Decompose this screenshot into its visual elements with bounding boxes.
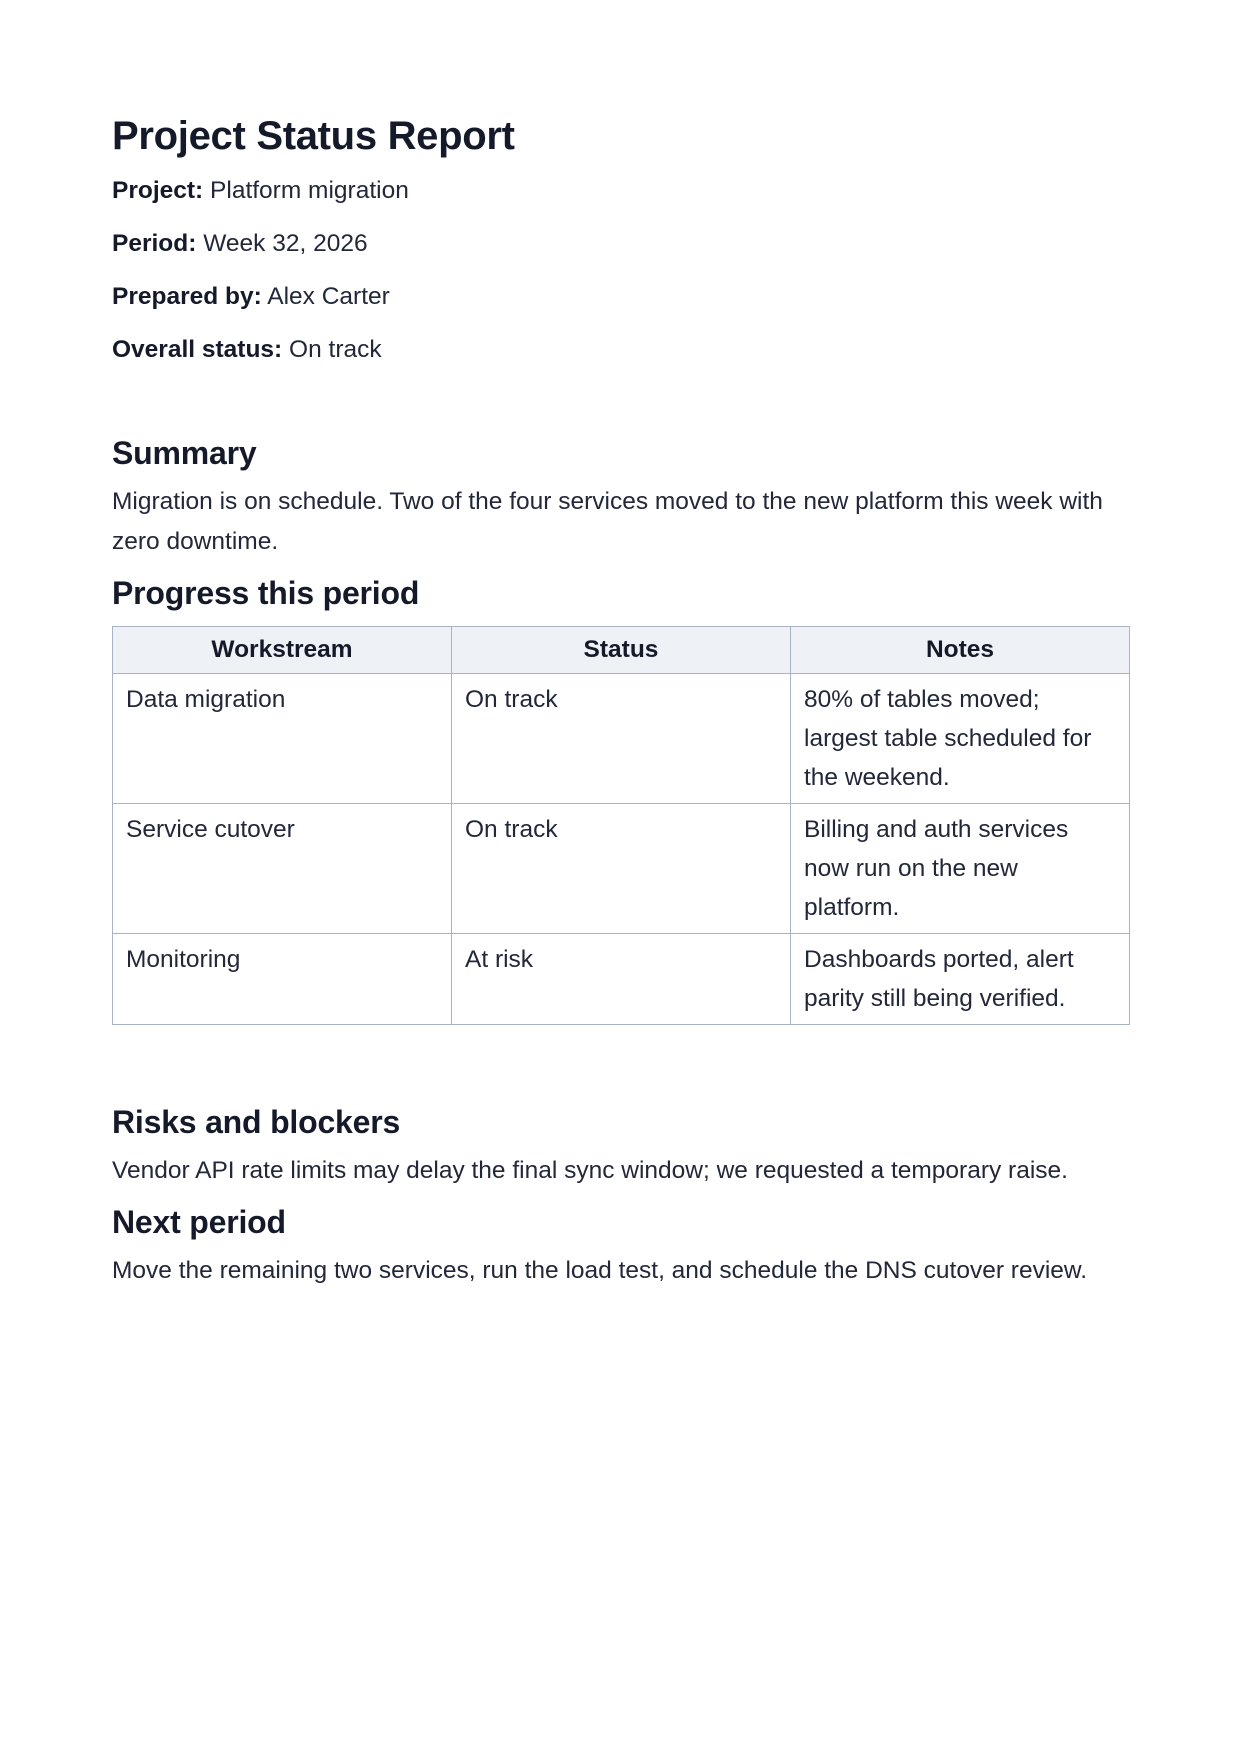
summary-text: Migration is on schedule. Two of the four services moved to the new platform this week with zero downtime. bbox=[112, 488, 1103, 555]
cell-notes: 80% of tables moved; largest table scheduled for the weekend. bbox=[791, 674, 1130, 804]
summary-heading: Summary bbox=[112, 435, 257, 471]
cell-workstream: Service cutover bbox=[113, 804, 452, 934]
cell-status: At risk bbox=[452, 934, 791, 1025]
risks-text: Vendor API rate limits may delay the final sync window; we requested a temporary raise. bbox=[112, 1157, 1068, 1184]
progress-heading: Progress this period bbox=[112, 575, 420, 611]
table-row bbox=[113, 674, 1130, 804]
next-period-heading: Next period bbox=[112, 1204, 286, 1240]
meta-project-label: Project: bbox=[112, 177, 204, 204]
cell-status: On track bbox=[452, 674, 791, 804]
column-header-status: Status bbox=[452, 627, 791, 674]
cell-status: On track bbox=[452, 804, 791, 934]
meta-prepared-by-label: Prepared by: bbox=[112, 283, 262, 310]
cell-notes: Dashboards ported, alert parity still being verified. bbox=[791, 934, 1130, 1025]
meta-overall-status-value: On track bbox=[289, 336, 382, 363]
table-row bbox=[113, 804, 1130, 934]
meta-prepared-by bbox=[112, 281, 1130, 313]
table-header-row bbox=[113, 627, 1130, 674]
table-row bbox=[113, 934, 1130, 1025]
page-title: Project Status Report bbox=[112, 114, 515, 158]
risks-heading: Risks and blockers bbox=[112, 1104, 401, 1140]
meta-project-value: Platform migration bbox=[210, 177, 409, 204]
cell-notes: Billing and auth services now run on the new platform. bbox=[791, 804, 1130, 934]
progress-table bbox=[112, 626, 1130, 1025]
cell-workstream: Monitoring bbox=[113, 934, 452, 1025]
meta-project bbox=[112, 175, 1130, 207]
meta-overall-status-label: Overall status: bbox=[112, 336, 283, 363]
next-period-text: Move the remaining two services, run the load test, and schedule the DNS cutover review. bbox=[112, 1257, 1088, 1284]
meta-period-label: Period: bbox=[112, 230, 197, 257]
meta-period bbox=[112, 228, 1130, 260]
meta-overall-status bbox=[112, 334, 1130, 366]
meta-period-value: Week 32, 2026 bbox=[203, 230, 368, 257]
column-header-notes: Notes bbox=[791, 627, 1130, 674]
cell-workstream: Data migration bbox=[113, 674, 452, 804]
meta-prepared-by-value: Alex Carter bbox=[267, 283, 390, 310]
report-meta bbox=[112, 175, 1130, 366]
column-header-workstream: Workstream bbox=[113, 627, 452, 674]
